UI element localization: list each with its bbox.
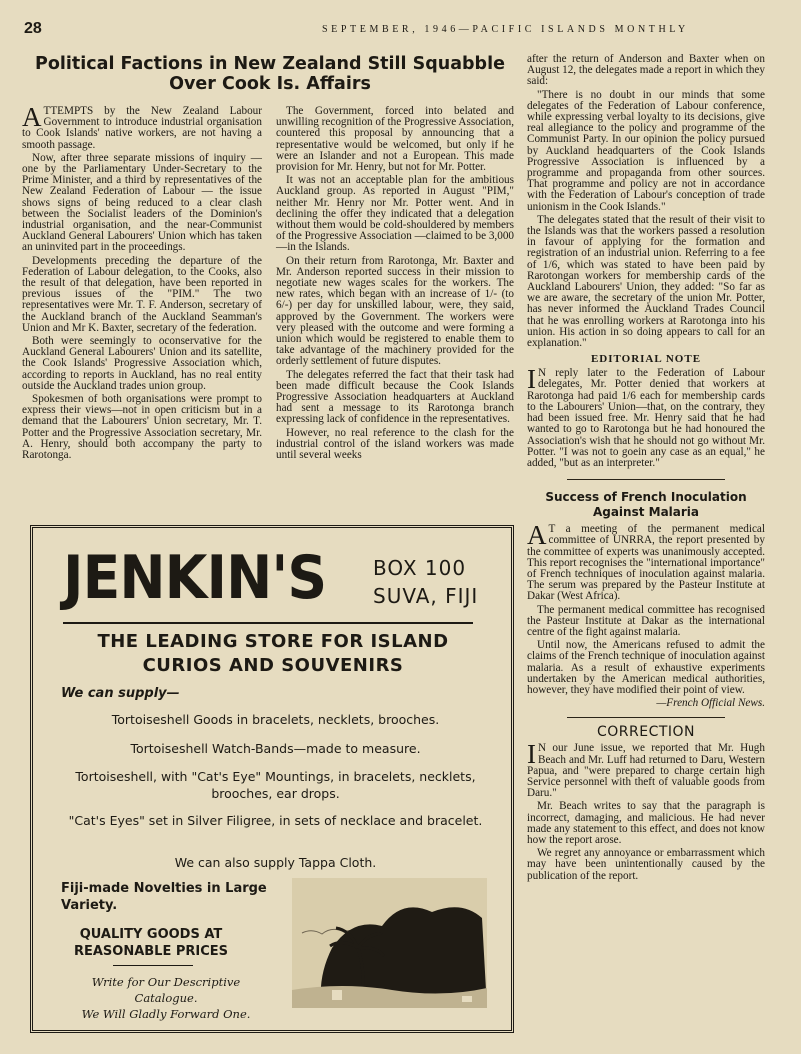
- correction-title: CORRECTION: [596, 724, 696, 741]
- page-number: 28: [24, 20, 42, 37]
- island-scene-illustration: [292, 878, 487, 1008]
- article-paragraph: "There is no doubt in our minds that some delegates of the Federation of Labour conference, while expressing verbal loyalty to its decisions, give real allegiance to the policy and programme of the Communist Party. In our opinion the policy pursued by Auckland headquarters of the Cook Islands Progressive Association is influenced by a programme and propaganda from other sources. That programme and policy are not in accordance with the Federation of Labour's conception of trade unionism in the Cook Islands.": [527, 88, 765, 213]
- inoculation-credit: —French Official News.: [656, 697, 765, 710]
- correction-paragraph: I N our June issue, we reported that Mr. Hugh Beach and Mr. Luff had returned to Daru, Western Papua, and "were prepared to charge certain high Service personnel with theft of valuable goods from Daru.": [527, 739, 765, 800]
- ad-item: Tortoiseshell Goods in bracelets, necklets, brooches.: [111, 712, 440, 727]
- article-paragraph: However, no real reference to the clash for the industrial control of the island workers was made until several weeks: [276, 426, 514, 462]
- correction-paragraph: Mr. Beach writes to say that the paragraph is incorrect, damaging, and malicious. He had never made any statement to this effect, and does not know how the report arose.: [527, 800, 765, 846]
- drop-cap: A: [527, 520, 547, 551]
- article-headline: Political Factions in New Zealand Still Squabble Over Cook Is. Affairs: [35, 54, 505, 94]
- ad-item: Tortoiseshell, with "Cat's Eye" Mountings, in bracelets, necklets, brooches, ear drops.: [75, 769, 476, 801]
- ad-tagline: THE LEADING STORE FOR ISLAND CURIOS AND SOUVENIRS: [97, 631, 449, 676]
- inoculation-title: Success of French Inoculation Against Malaria: [545, 490, 747, 520]
- correction-paragraph: We regret any annoyance or embarrassment which may have been unintentionally caused by the publication of the report.: [527, 847, 765, 882]
- article-column-3: [527, 54, 765, 884]
- jenkins-advertisement: [30, 525, 514, 1033]
- inoculation-paragraph: The permanent medical committee has recognised the Pasteur Institute at Dakar as the international centre of the fight against malaria.: [527, 603, 765, 638]
- divider: [567, 717, 725, 718]
- inoculation-paragraph: A T a meeting of the permanent medical committee of UNRRA, the report presented by the committee of experts was unanimously accepted. This report recognises the "international importance" of French techniques of inoculation against malaria. The serum was prepared by the Pasteur Institute at Dakar (West Africa).: [527, 520, 765, 603]
- article-paragraph: Now, after three separate missions of inquiry — one by the Parliamentary Under-Secretary to the Prime Minister, and a third by representatives of the New Zealand Federation of Labour — the issue shows signs of being reduced to a clear clash between the Socialist leaders of the Dominion's industrial organisation, and the near-Communist Auckland General Labourers' Union which has taken an uninvited part in the proceedings.: [22, 151, 262, 254]
- article-paragraph: The delegates referred the fact that their task had been made difficult because the Cook Islands Progressive Association headquarters at Auckland had sent a message to its Rarotonga branch expressing lack of confidence in the representatives.: [276, 368, 514, 426]
- article-paragraph: The Government, forced into belated and unwilling recognition of the Progressive Association, countered this proposal by announcing that a representative would be welcomed, but only if he were an Islander and not a European. This made provision for Mr. Henry, but not for Mr. Potter.: [276, 105, 515, 174]
- inoculation-paragraph: Until now, the Americans refused to admit the claims of the French technique of inoculation against malaria. As a result of exhaustive experiments undertaken by the American medical authorities, however, they have modified their point of view.: [527, 639, 765, 696]
- article-paragraph: The delegates stated that the result of their visit to the Islands was that the workers passed a resolution in favour of applying for the formation and registration of an industrial union. Referring to a fee of 1/6, which was stated to have been paid by Rarotongan workers for membership cards of the Auckland Labourers' Union, they added: "So far as we are aware, the secretary of the union Mr. Potter, has never informed the Auckland Trades Council that he was enrolling workers at Rarotonga into his union. His action in so doing appears to call for an explanation.": [527, 213, 765, 350]
- article-paragraph: Spokesmen of both organisations were prompt to express their views—not in open criticism but in a demand that the Labourers' Union secretary, Mr. T. Potter and the Progressive Association secretary, Mr. A. Henry, should both accompany the party to Rarotonga.: [22, 393, 262, 462]
- ad-catalogue: Write for Our Descriptive Catalogue. We Will Gladly Forward One.: [81, 975, 251, 1021]
- article-paragraph: On their return from Rarotonga, Mr. Baxter and Mr. Anderson reported success in their mission to negotiate new wages scales for the workers. The new rates, which began with an increase of 1/- (to 6/-) per day for unskilled labour, were, they said, approved by the Government. The workers were very pleased with the outcome and were forming a union which would be registered to enable them to take advantage of the machinery provided for the orderly settlement of future disputes.: [276, 254, 514, 368]
- article-paragraph: after the return of Anderson and Baxter when on August 12, the delegates made a report in which they said:: [527, 53, 765, 88]
- ad-supply-heading: We can supply—: [61, 686, 180, 701]
- article-paragraph: Both were seemingly to oconservative for the Auckland General Labourers' Union and its satellite, the Cook Islands' Progressive Association which, according to reports in Auckland, has no real entity outside the Auckland trades union group.: [22, 335, 262, 392]
- ad-item: Tortoiseshell Watch-Bands—made to measure.: [130, 741, 421, 756]
- divider: [567, 479, 725, 480]
- ad-address-line-1: BOX 100: [373, 556, 467, 580]
- ad-novelties: Fiji-made Novelties in Large Variety.: [61, 881, 267, 913]
- article-paragraph: ATTEMPTS by the New Zealand Labour Government to introduce industrial organisation to Cook Islands' native workers, are not having a smooth passage.: [22, 102, 262, 151]
- divider: [63, 622, 473, 624]
- ad-item: We can also supply Tappa Cloth.: [174, 855, 377, 870]
- drop-cap: A: [22, 102, 42, 132]
- article-column-2: [276, 106, 514, 463]
- editorial-note-text: I N reply later to the Federation of Labour delegates, Mr. Potter denied that workers at Rarotonga had paid 1/6 each for membership cards to the Labourers' Union—that, on the contrary, they had been issued free. Mr. Henry said that he had wanted to go to Rarotonga but he had honoured the Association's wish that he should not go without Mr. Potter. "I was not to goein any case as an equal," he added, "but as an interpreter.": [527, 364, 765, 469]
- ad-address-line-2: SUVA, FIJI: [373, 584, 479, 608]
- ad-quality: QUALITY GOODS AT REASONABLE PRICES: [73, 927, 229, 959]
- ad-brand: JENKIN'S: [63, 543, 327, 613]
- article-column-1: [22, 102, 262, 463]
- divider: [113, 965, 193, 966]
- running-head: SEPTEMBER, 1946—PACIFIC ISLANDS MONTHLY: [322, 24, 689, 35]
- drop-cap: I: [527, 364, 536, 395]
- drop-cap: I: [527, 739, 536, 770]
- editorial-note-heading: EDITORIAL NOTE: [590, 353, 702, 366]
- article-paragraph: It was not an acceptable plan for the ambitious Auckland group. As reported in August "PIM," neither Mr. Henry nor Mr. Potter went. And in declining the offer they indicated that a delegation without them would be cold-shouldered by members of the Progressive Association —claimed to be 3,000—in the Islands.: [276, 174, 515, 254]
- ad-item: "Cat's Eyes" set in Silver Filigree, in sets of necklace and bracelet.: [68, 813, 483, 828]
- article-paragraph: Developments preceding the departure of the Federation of Labour delegation, to the Cooks, also the result of that delegation, have been reported in previous issues of the "PIM." The two representatives were Mr. T. F. Anderson, secretary of the Auckland branch of the Auckland Seamman's Union and Mr K. Baxter, secretary of the federation.: [22, 254, 262, 334]
